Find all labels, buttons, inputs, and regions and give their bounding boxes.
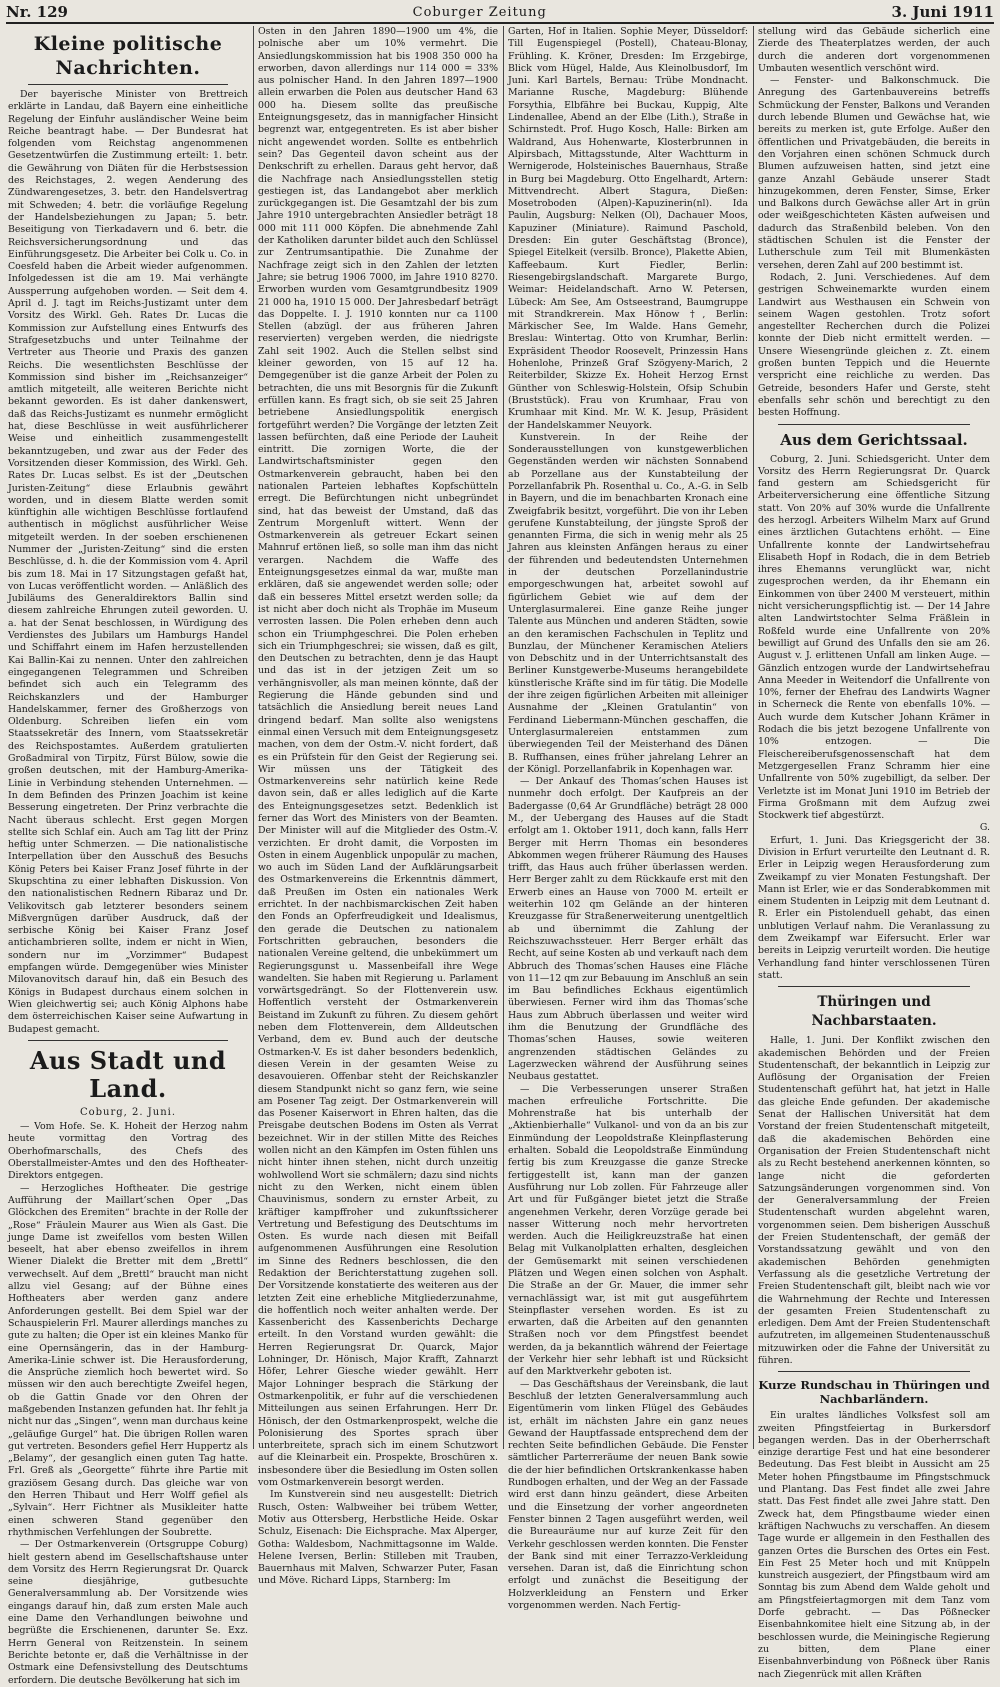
issue-number: Nr. 129 bbox=[6, 3, 68, 21]
article-thomas-haus: — Der Ankauf des Thomas’schen Hauses ist nunmehr doch erfolgt. Der Kaufpreis an der Badergasse (0,64 Ar Grundfläche) beträgt 28 000 M., der Uebergang des Hauses auf die Stadt erfolgt am 1. Oktober 1911, doch kann, falls Herr Berger mit Herrn Thomas ein besonderes Abkommen wegen früherer Räumung des Hauses trifft, das Haus auch früher überlassen werden. Herr Berger zahlt zu dem Rückkaufe erst mit den Erwerb eines an Hause von 7000 M. erteilt er weiterhin 102 qm Gelände an der hinteren Kreuzgasse für Straßenerweiterung unentgeltlich ab und übernimmt die Zahlung der Reichszuwachssteuer. Herr Berger erhält das Recht, auf seine Kosten ab und verkauft nach dem Abbruch des Thomas’schen Hauses eine Fläche von 11—12 qm zur Bebauung im Anschluß an sein im Bau befindliches Eckhaus eigentümlich überwiesen. Ferner wird ihm das Thomas’sche Haus zum Abbruch überlassen und weiter wird ihm die Benutzung der Grundfläche des Thomas’schen Hauses, sowie weiteren angrenzenden städtischen Geländes zu Lagerzwecken während der Ausführung seines Neubaus gestattet. bbox=[508, 776, 748, 1083]
article-vom-hofe: — Vom Hofe. Se. K. Hoheit der Herzog nahm heute vormittag den Vortrag des Oberhofmarschalls, des Chefs des Oberstallmeister-Amtes und den des Hoftheater-Direktors entgegen. bbox=[8, 1121, 248, 1182]
article-halle: Halle, 1. Juni. Der Konflikt zwischen den akademischen Behörden und der Freien Studentenschaft, der bekanntlich in Leipzig zur Auflösung der Organisation der Freien Studentenschaft geführt hat, hat jetzt in Halle das gleiche Ende gefunden. Der akademische Senat der Hallischen Universität hat dem Vorstand der freien Studentenschaft mitgeteilt, daß die akademischen Behörden eine Organisation der Freien Studentenschaft nicht als zu Recht bestehend anerkennen könnten, so lange nicht die geforderten Satzungsänderungen vorgenommen sind. Von der Generalversammlung der Freien Studentenschaft wurden abgelehnt waren, vorgenommen seien. Dem bisherigen Ausschuß der Freien Studentenschaft, der gemäß der Vorstandssatzung gewählt und von den akademischen Behörden genehmigten Verfassung als die gesetzliche Vertretung der Freien Studentenschaft gilt, bleibt nach wie vor die Wahrnehmung der Rechte und Interessen der gesamten Freien Studentenschaft zu erledigen. Dem Amt der Freien Studentenschaft aufzutreten, im allgemeinen Studentenausschuß mitzuwirken oder die Fahne der Universität zu führen. bbox=[758, 1035, 990, 1366]
section-heading-gerichtssaal: Aus dem Gerichtssaal. bbox=[780, 430, 968, 449]
article-vereinsbank-cont: stellung wird das Gebäude sicherlich eine Zierde des Theaterplatzes werden, der auch durch die anderen dort vorgenommenen Umbauten wesentlich verschönt wird. bbox=[758, 26, 990, 74]
article-kunstverein-cont: Garten, Hof in Italien. Sophie Meyer, Düsseldorf: Till Eugenspiegel (Postell), Chateau-Blonay, Frühling. K. Kröner, Dresden: Im Erzgebirge, Blick vom Hügel, Halde, Aus Kleinolbusdorf, Im Juni. Karl Bartels, Bernau: Trübe Mondnacht. Marianne Rusche, Magdeburg: Blühende Forsythia, Elbfähre bei Buckau, Kuppig, Alte Lindenallee, Abend an der Elbe (Lith.), Straße in Schirnstedt. Prof. Hugo Kosch, Halle: Birken am Waldrand, Aus Hohenwarte, Klosterbrunnen in Alpirsbach, Mittagsstunde, Alter Wachtturm in Wernigerode, Holsteinisches Bauernhaus, Straße in Burg bei Magdeburg. Otto Engelhardt, Artern: Mittvendrecht. Albert Stagura, Dießen: Mosetroboden (Alpen)-Kapuzinerin(nl). Ida Paulin, Augsburg: Nelken (Ol), Dachauer Moos, Kapuziner (Miniature). Raimund Paschold, Dresden: Ein guter Geschäftstag (Bronce), Spiegel Eitelkeit (versilb. Bronce), Plakette Abien, Kaffeebaum. Kurt Fiedler, Berlin: Riesengebirgslandschaft. Margarete Burgo, Weimar: Heidelandschaft. Arno W. Petersen, Lübeck: Am See, Am Ostseestrand, Baumgruppe mit Strandkrerein. Max Hönow †, Berlin: Märkischer See, Im Walde. Hans Gemehr, Breslau: Wintertag. Otto von Krumhar, Berlin: Expräsident Theodor Roosevelt, Prinzessin Hans Hohenlohe, Prinzeß Graf Szögyeny-Marich, 2 Reiterbilder, Skizze Ex. Hoheit Herzog Ernst Günther von Schleswig-Holstein, Ofsip Schubin (Bruststück). Frau von Krumhaar, Frau von Krumhaar mit Kind. Mr. W. K. Jesup, Präsident der Handelskammer Neuyork. bbox=[508, 26, 748, 431]
column-2 bbox=[258, 26, 498, 1587]
column-rule bbox=[253, 26, 254, 1449]
column-rule bbox=[503, 26, 504, 1449]
article-ostmarkenverein: — Der Ostmarkenverein (Ortsgruppe Coburg) hielt gestern abend im Gesellschaftshause unter dem Vorsitz des Herrn Regierungsrat Dr. Quarck seine diesjährige, gutbesuchte Generalversammlung ab. Der Vorsitzende wies eingangs darauf hin, daß zum ersten Male auch eine Dame den Verhandlungen beiwohne und begrüßte die Erschienenen, darunter Se. Exz. Herrn General von Reitzenstein. In seinem Berichte betonte er, daß die Verhältnisse in der Ostmark eine Defensivstellung des Deutschtums erfordern. Die deutsche Bevölkerung hat sich im bbox=[8, 1539, 248, 1686]
article-rundschau: Ein uraltes ländliches Volksfest soll am zweiten Pfingstfeiertag in Burkersdorf begangen werden. Das in der Oberherrschaft einzige derartige Fest und hat eine besonderer Bedeutung. Das Fest bleibt in Aussicht am 25 Meter hohen Pfingstbaume im Pfingstschmuck und Plantang. Das Fest findet alle zwei Jahre statt. Das Fest findet alle zwei Jahre statt. Den Zweck hat, dem Pfingstbaume wieder einen kräftigen Nachwuchs zu verschaffen. An diesem Tage wurde er allgemein in den Festhallen des ganzen Ortes die Burschen des Ortes ein Fest. Ein Fest 25 Meter hoch und mit Knüppeln kunstreich ausgeziert, der Pfingstbaum wird am Sonntag bis zum Abend dem Walde geholt und am Pfingstfeiertagmorgen mit dem Tanz vom Dorfe gebracht. — Das Pößnecker Eisenbahnkomitee hielt eine Sitzung ab, in der beschlossen wurde, die Meiningische Regierung zu bitten, dem Plane einer Eisenbahnverbindung von Pößneck über Ranis nach Ziegenrück mit allen Kräften bbox=[758, 1410, 990, 1680]
article-kunstverein-ausstellung: Im Kunstverein sind neu ausgestellt: Dietrich Rusch, Osten: Walbweiher bei trübem Wetter, Motiv aus Ottersberg, Herbstliche Heide. Oskar Schulz, Eisenach: Die Eichsprache. Max Alperger, Gotha: Waldesbom, Nachmittagsonne im Walde. Helene Iversen, Berlin: Stilleben mit Trauben, Bauernhaus mit Malven, Schwarzer Puter, Fasan und Möve. Richard Lipps, Starnberg: Im bbox=[258, 1489, 498, 1587]
section-heading-politik: Kleine politische Nachrichten. bbox=[33, 33, 223, 79]
dateline: Coburg, 2. Juni. bbox=[79, 1106, 177, 1118]
article-politik: Der bayerische Minister von Brettreich erklärte in Landau, daß Bayern eine einheitliche Regelung der Einfuhr ausländischer Weine beim Reiche beantragt habe. — Der Bundesrat hat folgenden vom Reichstag angenommenen Gesetzentwürfen die Zustimmung erteilt: 1. betr. die Gewährung von Diäten für die Herbstsession des Reichstages, 2. wegen Aenderung des Zündwarengesetzes, 3. betr. den Handelsvertrag mit Schweden; 4. betr. die vorläufige Regelung der Handelsbeziehungen zu Japan; 5. betr. Beseitigung von Tierkadavern und 6. betr. die Reichsversicherungsordnung und das Einführungsgesetz. Die Arbeiter bei Colk u. Co. in Coesfeld haben die Arbeit wieder aufgenommen. Infolgedessen ist die am 19. Mai verhängte Aussperrung aufgehoben worden. — Seit dem 4. April d. J. tagt im Reichs-Justizamt unter dem Vorsitz des Wirkl. Geh. Rates Dr. Lucas die Kommission zur Aufstellung eines Entwurfs des Strafgesetzbuchs und unter Teilnahme der Vertreter aus Theorie und Praxis des ganzen Reichs. Die wesentlichsten Beschlüsse der Kommission sind bisher im „Reichsanzeiger“ amtlich mitgeteilt, alle weiteren Berichte nicht bekannt geworden. Es ist daher dankenswert, daß das Reichs-Justizamt es nunmehr ermöglicht hat, diese Beschlüsse in weit ausführlicherer Weise und einheitlich zusammengestellt bekanntzugeben, und zwar aus der Feder des Vorsitzenden dieser Kommission, des Wirkl. Geh. Rates Dr. Lucas selbst. Es ist der „Deutschen Juristen-Zeitung“ diese Erlaubnis gewährt worden, und in diesem Blatte werden somit künftighin alle wichtigen Beschlüsse fortlaufend authentisch in möglichst ausführlicher Weise mitgeteilt werden. In der soeben erschienenen Nummer der „Juristen-Zeitung“ sind die ersten Beschlüsse, d. h. die der Kommission vom 4. April bis zum 18. Mai in 17 Sitzungstagen gefaßt hat, von Lucas veröffentlicht worden. — Anläßlich des Jubiläums des Generaldirektors Ballin sind diesem zahlreiche Ehrungen zuteil geworden. U. a. hat der Senat beschlossen, in Würdigung des Verdienstes des Jubilars um Hamburgs Handel und Schiffahrt einem im Hafen herzustellenden Kai Ballin-Kai zu nennen. Unter den zahlreichen eingegangenen Telegrammen und Schreiben befindet sich auch ein Telegramm des Reichskanzlers und der Hamburger Handelskammer, ferner des Großherzogs von Oldenburg. Schreiben liefen ein vom Staatssekretär des Innern, vom Staatssekretär des Reichspostamtes. Außerdem gratulierten Großadmiral von Tirpitz, Fürst Bülow, sowie die großen deutschen, mit der Hamburg-Amerika-Linie in Verbindung stehenden Unternehmen. — In dem Befinden des Prinzen Joachim ist keine Besserung eingetreten. Der Prinz verbrachte die Nacht überaus schlecht. Erst gegen Morgen stellte sich Schlaf ein. Auch am Tag litt der Prinz heftig unter Schmerzen. — Die nationalistische Interpellation über den Ausschuß des Besuchs König Peters bei Kaiser Franz Josef führte in der Skupschtina zu einer lebhaften Diskussion. Von den nationalistischen Rednern Ribaraz und Dr. Velikovitsch gab letzterer besonders seinem Mißvergnügen darüber Ausdruck, daß der serbische König bei Kaiser Franz Josef antichambrieren sollte, indem er nicht in Wien, sondern nur im „Vorzimmer“ Budapest empfangen würde. Demgegenüber wies Minister Milovanovitsch darauf hin, daß ein Besuch des Königs in Budapest durchaus einem solchen in Wien gleichwertig sei; auch König Alphons habe dem österreichischen Kaiser seine Aufwartung in Budapest gemacht. bbox=[8, 89, 248, 1035]
divider bbox=[778, 986, 970, 987]
issue-date: 3. Juni 1911 bbox=[891, 3, 994, 21]
section-heading-thueringen: Thüringen und Nachbarstaaten. bbox=[811, 994, 937, 1030]
column-1 bbox=[8, 26, 248, 1686]
article-schiedsgericht: Coburg, 2. Juni. Schiedsgericht. Unter dem Vorsitz des Herrn Regierungsrat Dr. Quarck fand gestern am Schiedsgericht für Arbeiterversicherung eine öffentliche Sitzung statt. Von 20% auf 30% wurde die Unfallrente des herzogl. Arbeiters Wilhelm Marx auf Grund eines ärztlichen Gutachtens erhöht. — Eine Unfallrente konnte der Landwirtsehefrau Elisabeth Hopf in Rodach, die in dem Betrieb ihres Ehemanns verunglückt war, nicht zugesprochen werden, da ihr Ehemann ein Einkommen von über 2400 M versteuert, mithin nicht versicherungspflichtig ist. — Der 14 Jahre alten Landwirtstochter Selma Fräßlein in Roßfeld wurde eine Unfallrente von 20% bewilligt auf Grund des Unfalls den sie am 26. August v. J. erlittenen Unfall am linken Auge. — Gänzlich entzogen wurde der Landwirtsehefrau Anna Meeder in Weitendorf die Unfallrente von 10%, ferner der Ehefrau des Landwirts Wagner in Scherneck die Rente von ebenfalls 10%. — Auch wurde dem Kutscher Johann Krämer in Rodach die bis jetzt bezogene Unfallrente von 10% entzogen. — Die Fleischereiberufsgenossenschaft hat dem Metzgergesellen Franz Schramm hier eine Unfallrente von 50% zugebilligt, da selber. Der Verletzte ist im Monat Juni 1910 im Betrieb der Firma Großmann mit dem Aufzug zwei Stockwerk tief abgestürzt. bbox=[758, 453, 990, 822]
section-heading-stadt-land: Aus Stadt und Land. bbox=[29, 1045, 227, 1103]
article-strassen: — Die Verbesserungen unserer Straßen machen erfreuliche Fortschritte. Die Mohrenstraße hat bis unterhalb der „Aktienbierhalle“ Vulkanol- und von da an bis zur Einmündung der Leopoldstraße Kleinpflasterung erhalten. Sobald die Leopoldstraße Einmündung fertig bis zum Kreuzgasse die ganze Strecke fertiggestellt ist, kann man der ganzen Ausführung nur Lob zollen. Für Fahrzeuge aller Art und für Fußgänger bietet jetzt die Straße angenehmen Verkehr, deren Vorzüge gerade bei nasser Witterung noch mehr hervortreten werden. Auch die Heiligkreuzstraße hat einen Belag mit Vulkanolplatten erhalten, desgleichen der Gemüsemarkt mit seinen verschiedenen Plätzen und Wegen einen solchen von Asphalt. Die Straße an der Gr. Mauer, die immer sehr vernachlässigt war, ist mit gut ausgeführtem Steinpflaster versehen worden. Es ist zu erwarten, daß die Arbeiten auf den genannten Straßen noch vor dem Pfingstfest beendet werden, da ja bekanntlich während der Feiertage der Verkehr hier sehr lebhaft ist und Rücksicht auf den Marktverkehr geboten ist. bbox=[508, 1083, 748, 1378]
article-signature: G. bbox=[979, 822, 990, 834]
column-4 bbox=[758, 26, 990, 1680]
article-hoftheater: — Herzogliches Hoftheater. Die gestrige Aufführung der Maillart’schen Oper „Das Glöckchen des Eremiten“ brachte in der Rolle der „Rose“ Fräulein Maurer aus Wien als Gast. Die junge Dame ist zweifellos vom besten Willen beseelt, hat aber ebenso zweifellos in ihrem Wiener Dialekt die Bretter mit dem „Brettl“ verwechselt. Auf dem „Brettl“ braucht man nicht allzu viel Gesang; auf der Bühne eines Hoftheaters aber werden ganz andere Anforderungen gestellt. Bei dem Spiel war der Schauspielerin Frl. Maurer allerdings manches zu gute zu halten; die Oper ist ein kleines Manko für eine Opernsängerin, das in der Hamburg-Amerika-Linie schwer ist. Die Herausforderung, die Ansprüche ziemlich hoch bewertet wird. So müssen wir den auch berechtigte Zweifel hegen, ob die Gattin Gnade vor den Ohren der maßgebenden Instanzen gefunden hat. Ihr fehlt ja nicht nur das „Singen“, wenn man durchaus keine „geläufige Gurgel“ hat. Die übrigen Rollen waren gut vertreten. Besonders gefiel Herr Huppertz als „Belamy“, der gesanglich einen guten Tag hatte. Frl. Greß als „Georgette“ führte ihre Partie mit graziösem Gesang durch. Das gleiche war von den Herren Thibaut und Herr Wolff gefiel als „Sylvain“. Herr Fichtner als Musikleiter hatte einen schweren Stand gegenüber den rhythmischen Verfehlungen der Soubrette. bbox=[8, 1182, 248, 1538]
divider bbox=[778, 424, 970, 425]
section-heading-rundschau: Kurze Rundschau in Thüringen und Nachbarländern. bbox=[758, 1378, 990, 1407]
article-erfurt: Erfurt, 1. Juni. Das Kriegsgericht der 38. Division in Erfurt verurteilte den Leutnant d. R. Erler in Leipzig wegen Herausforderung zum Zweikampf zu vier Monaten Festungshaft. Der Mann ist Erler, wie er das Sonderabkommen mit einem Studenten in Leipzig mit dem Leutnant d. R. Erler ein Pistolenduell gehabt, das einen unblutigen Verlauf nahm. Die Veranlassung zu dem Zweikampf war Eifersucht. Erler war bereits in Leipzig verurteilt worden. Die heutige Verhandlung fand hinter verschlossenen Türen statt. bbox=[758, 834, 990, 981]
column-3 bbox=[508, 26, 748, 1611]
article-rodach: Rodach, 2. Juni. Verschiedenes. Auf dem gestrigen Schweinemarkte wurden einem Landwirt aus Westhausen ein Schwein von seinem Wagen gestohlen. Trotz sofort angestellter Recherchen durch die Polizei konnte der Dieb nicht ermittelt werden. — Unsere Wiesengründe gleichen z. Zt. einem großen bunten Teppich und die Heuernte verspricht eine reichliche zu werden. Das Getreide, besonders Hafer und Gerste, steht ebenfalls sehr schön und berechtigt zu den besten Hoffnung. bbox=[758, 271, 990, 419]
article-balkonschmuck: — Fenster- und Balkonschmuck. Die Anregung des Gartenbauvereins betreffs Schmückung der Fenster, Balkons und Veranden durch lebende Blumen und Gewächse hat, wie bereits zu merken ist, gute Erfolge. Außer den öffentlichen und Privatgebäuden, die bereits in den Vorjahren einen schönen Schmuck durch Blumen aufzuweisen hatten, sind jetzt eine ganze Anzahl Gebäude unserer Stadt hinzugekommen, deren Fenster, Simse, Erker und Balkons durch Gewächse aller Art in grün oder weißgeschichteten Kästen aufweisen und dadurch das Straßenbild beleben. Von den städtischen Schulen ist die Fenster der Lutherschule zum Teil mit Blumenkästen versehen, deren Zahl auf 200 bestimmt ist. bbox=[758, 75, 990, 271]
divider bbox=[28, 84, 228, 85]
newspaper-title: Coburger Zeitung bbox=[412, 4, 547, 20]
divider bbox=[28, 1040, 228, 1041]
article-ostmarkenverein-cont: Osten in den Jahren 1890—1900 um 4%, die polnische aber um 10% vermehrt. Die Ansiedlungskommission hat bis 1908 350 000 ha erworben, davon allerdings nur 114 000 = 33% aus polnischer Hand. In den Jahren 1897—1900 allein erwarben die Polen aus deutscher Hand 63 000 ha. Diesem sollte das preußische Enteignungsgesetz, das in mannigfacher Hinsicht begrenzt war, entgegentreten. Es ist aber bisher nicht angewendet worden. Sollte es entbehrlich sein? Das Gegenteil davon scheint aus der Denkschrift zu erhellen. Daraus geht hervor, daß die Nachfrage nach Ansiedlungsstellen stetig gestiegen ist, das Landangebot aber merklich zurückgegangen ist. Die Gesamtzahl der bis zum Jahre 1910 untergebrachten Ansiedler beträgt 18 000 mit 111 000 Köpfen. Die abnehmende Zahl der Katholiken darunter bildet auch den Schlüssel zur Zentrumsantipathie. Die Zunahme der Nachfrage zeigt sich in den Zahlen der letzten Jahre; sie betrug 1906 7000, im Jahre 1910 8270. Erworben wurden vom Gesamtgrundbesitz 1909 21 000 ha, 1910 15 000. Der Jahresbedarf beträgt das Doppelte. I. J. 1910 konnten nur ca 1100 Stellen (abzügl. der aus früheren Jahren reservierten) vergeben werden, die niedrigste Zahl seit 1902. Auch die Stellen selbst sind kleiner geworden, von 15 auf 12 ha. Demgegenüber ist die ganze Arbeit der Polen zu betrachten, die uns mit Besorgnis für die Zukunft erfüllen kann. Es fragt sich, ob sie seit 25 Jahren betriebene Ansiedlungspolitik energisch fortgeführt werden? Die Vorgänge der letzten Zeit lassen befürchten, daß eine Periode der Lauheit eintritt. Die zornigen Worte, die der Landwirtschaftsminister gegen den Ostmarkenverein gebraucht, haben bei den nationalen Parteien lebhaftes Kopfschütteln erregt. Die Befürchtungen nicht unbegründet sind, hat das beweist der Umstand, daß das Zentrum Morgenluft wittert. Wenn der Ostmarkenverein als getreuer Eckart seinen Mahnruf ertönen ließ, so solle man ihm das nicht verargen. Nachdem die Waffe des Enteignungsgesetzes einmal da war, mußte man erklären, daß sie angewendet werden solle; oder daß ein besseres Mittel ersetzt werden solle; da ist nicht aber doch nicht als Trophäe im Museum verrosten lassen. Die Polen erheben denn auch schon ein Triumphgeschrei. Die Polen erheben sich ein Triumphgeschrei; sie wissen, daß es gilt, den Deutschen zu betrachten, denn je das Haupt und das ist in der jetzigen Zeit um so verhängnisvoller, als man meinen könnte, daß der Regierung die Hände gebunden sind und tatsächlich die Ansiedlung bereit neues Land dringend bedarf. Man sollte also wenigstens einmal einen Versuch mit dem Enteignungsgesetz machen, von dem der Ostm.-V. nicht fordert, daß es ein Prüfstein für den Geist der Regierung sei. Wir müssen uns der Tätigkeit des Ostmarkenvereins sehr natürlich keine Rede davon sein, daß er alles lediglich auf die Karte des Enteignungsgesetzes setzt. Bedenklich ist ferner das Wort des Ministers von der Beamten. Der Minister will auf die Mitglieder des Ostm.-V. verzichten. Er droht damit, die Vorposten im Osten in einem Augenblick unpopulär zu machen, wo auch im Süden Land der Aufklärungsarbeit des Ostmarkenvereins die Erkenntnis dämmert, daß Preußen im Osten ein nationales Werk errichtet. In der nachbismarckischen Zeit haben den Fonds an Opferfreudigkeit und Idealismus, den gerade die Deutschen zu nationalem Fortschritten gebrauchen, besonders die nationalen Vereine geltend, die unbekümmert um Regierungsgunst u. Massenbeifall ihre Wege wandelten. Sie haben mit Regierung u. Parlament vorwärtsgedrängt. So der Flottenverein usw. Hoffentlich versteht der Ostmarkenverein Beistand im Zukunft zu führen. Zu diesem gehört neben dem Flottenverein, dem Alldeutschen Verband, dem ev. Bund auch der deutsche Ostmarken-V. Es ist daher besonders bedenklich, diesen Verein in der gesamten Weise zu desavouieren. Offenbar steht der Reichskanzler diesem Standpunkt nicht so ganz fern, wie seine am Posener Tag zeigt. Der Ostmarkenverein will das Posener Kaiserwort in Ehren halten, das die Preisgabe deutschen Bodens im Osten als Verrat bezeichnet. Wir in der stillen Mitte des Reiches wollen nicht an den Kämpfen im Osten fühlen uns nicht hinter ihnen stehen, nicht durch unzeitig wohlwollend Wort sie schmälern; dazu sind nichts nicht zu den Werken, nicht einem üblen Chauvinismus, sondern zu ernster Arbeit, zu kräftiger kampffroher und zukunftssicherer Vertretung und Befestigung des Deutschtums im Osten. Es wurde nach diesen mit Beifall aufgenommenen Ausführungen eine Resolution im Sinne des Redners beschlossen, die den Redaktion der Berichterstattung zugehen soll. Der Vorsitzende konstatierte des weiteren aus der letzten Zeit eine erhebliche Mitgliederzunahme, die hoffentlich noch weiter anhalten werde. Der Kassenbericht des Kassenberichts Decharge erteilt. In den Vorstand wurden gewählt: die Herren Regierungsrat Dr. Quarck, Major Lohninger, Dr. Hönisch, Major Krafft, Zahnarzt Höfer, Lehrer Giesche wieder gewählt. Herr Major Lohninger besprach die Stärkung der Ostmarkenpolitik, er fuhr auf die verschiedenen Mitteilungen aus seinen Erfahrungen. Herr Dr. Hönisch, der den Ostmarkenprospekt, welche die Polonisierung des Sportes sprach über unterbreitete, sprach sich im einem Schutzwort auf die Kleinarbeit ein. Prospekte, Broschüren x. insbesondere über die Besiedlung im Osten sollen vom Ostmarkenverein besorgt werden. bbox=[258, 26, 498, 1489]
article-kunstverein-porzellan: Kunstverein. In der Reihe der Sonderausstellungen von kunstgewerblichen Gegenständen werden wir nächsten Sonnabend ab Porzellane aus der Kunstabteilung der Porzellanfabrik Ph. Rosenthal u. Co., A.-G. in Selb in Bayern, und die im benachbarten Kronach eine Zweigfabrik besitzt, vorgeführt. Die von ihr Leben gerufene Kunstabteilung, der jüngste Sproß der genannten Firma, die sich in wenig mehr als 25 Jahren aus kleinsten Anfängen heraus zu einer der führenden und bedeutendsten Unternehmen in der deutschen Porzellanindustrie emporgeschwungen hat, arbeitet sowohl auf figürlichem Gebiet wie auf dem der Unterglasurmalerei. Eine ganze Reihe junger Talente aus München und anderen Städten, sowie an den keramischen Fachschulen in Teplitz und Bunzlau, der Münchener Keramischen Ateliers von Debschitz und in der Unterrichtsanstalt des Berliner Kunstgewerbe-Museums herangebildete künstlerische Kräfte sind im für tätig. Die Modelle der ihre zeigen figürlichen Arbeiten mit alleiniger Ausnahme der „Kleinen Gratulantin“ von Ferdinand Liebermann-München geschaffen, die Unterglasurmalereien entstammen zum überwiegenden Teil der Meisterhand des Dänen B. Ruffhansen, eines früher jahrelang Lehrer an der Königl. Porzellanfabrik in Kopenhagen war. bbox=[508, 431, 748, 775]
divider bbox=[778, 1371, 970, 1372]
column-rule bbox=[753, 26, 754, 1449]
article-vereinsbank: — Das Geschäftshaus der Vereinsbank, die laut Beschluß der letzten Generalversammlung auch Eigentümerin vom linken Flügel des Gebäudes ist, erhält im nächsten Jahre ein ganz neues Gewand der Hauptfassade entsprechend dem der rechten Seite befindlichen Gebäude. Die Fenster sämtlicher Parterreräume der neuen Bank sowie die der hier befindlichen Ortskrankenkasse haben Rundbogen erhalten, und der Weg an der Fassade wird erst dann hinzu geändert, diese Arbeiten und die Einsetzung der vorher angeordneten Fenster binnen 2 Tagen ausgeführt werden, weil die Bureauräume nur auf kurze Zeit für den Verkehr geschlossen werden konnten. Die Fenster der Bank sind mit einer Terrazzo-Verkleidung versehen. Daran ist, daß die Einrichtung schon erfolgt und zunächst die Beseitigung der Holzverkleidung an Fenstern und Erker vorgenommen werden. Nach Fertig- bbox=[508, 1378, 748, 1611]
masthead bbox=[6, 2, 994, 24]
